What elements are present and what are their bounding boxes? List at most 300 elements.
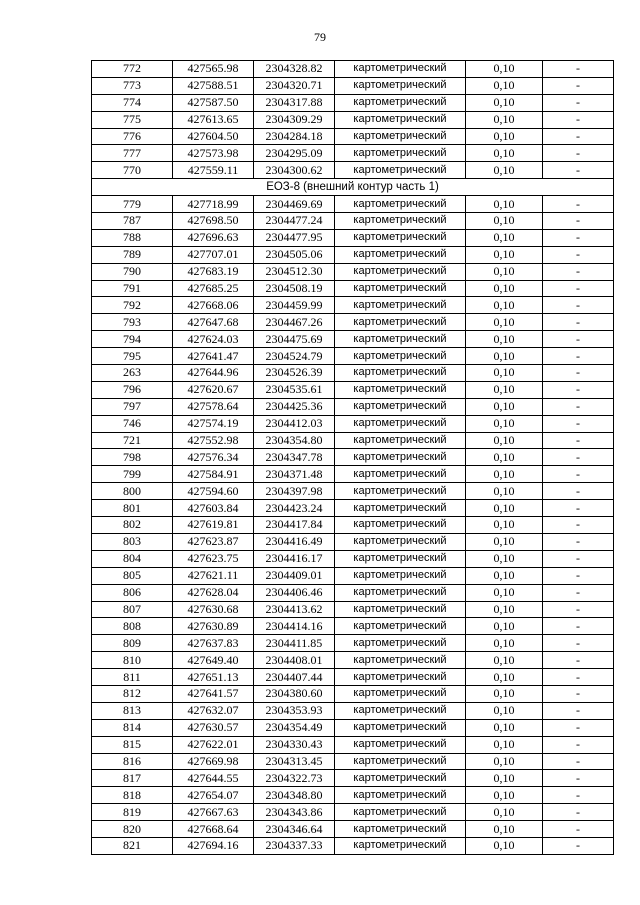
- table-row: [92, 162, 614, 179]
- table-section: [92, 179, 614, 196]
- description-cell: -: [543, 77, 614, 94]
- x-coordinate-cell: 427603.84: [173, 500, 254, 517]
- precision-cell: 0,10: [466, 584, 543, 601]
- description-cell: -: [543, 804, 614, 821]
- description-cell: -: [543, 432, 614, 449]
- description-cell: -: [543, 719, 614, 736]
- description-cell: -: [543, 550, 614, 567]
- table-row: [92, 736, 614, 753]
- precision-cell: 0,10: [466, 297, 543, 314]
- x-coordinate-cell: 427644.55: [173, 770, 254, 787]
- y-coordinate-cell: 2304343.86: [254, 804, 335, 821]
- y-coordinate-cell: 2304317.88: [254, 94, 335, 111]
- x-coordinate-cell: 427632.07: [173, 702, 254, 719]
- table-row: [92, 348, 614, 365]
- method-cell: картометрический: [335, 736, 466, 753]
- y-coordinate-cell: 2304414.16: [254, 618, 335, 635]
- description-cell: -: [543, 61, 614, 78]
- table-rows-before: [92, 61, 614, 179]
- x-coordinate-cell: 427619.81: [173, 517, 254, 534]
- point-number-cell: 797: [92, 398, 173, 415]
- page-number: 79: [314, 30, 326, 44]
- table-row: [92, 145, 614, 162]
- description-cell: -: [543, 652, 614, 669]
- table-row: [92, 652, 614, 669]
- y-coordinate-cell: 2304348.80: [254, 787, 335, 804]
- table-row: [92, 567, 614, 584]
- table-row: [92, 449, 614, 466]
- description-cell: -: [543, 196, 614, 213]
- x-coordinate-cell: 427630.68: [173, 601, 254, 618]
- method-cell: картометрический: [335, 145, 466, 162]
- method-cell: картометрический: [335, 787, 466, 804]
- x-coordinate-cell: 427623.75: [173, 550, 254, 567]
- point-number-cell: 801: [92, 500, 173, 517]
- point-number-cell: 776: [92, 128, 173, 145]
- method-cell: картометрический: [335, 331, 466, 348]
- x-coordinate-cell: 427559.11: [173, 162, 254, 179]
- precision-cell: 0,10: [466, 483, 543, 500]
- precision-cell: 0,10: [466, 517, 543, 534]
- table-row: [92, 787, 614, 804]
- table-row: [92, 263, 614, 280]
- y-coordinate-cell: 2304477.24: [254, 213, 335, 230]
- method-cell: картометрический: [335, 533, 466, 550]
- x-coordinate-cell: 427718.99: [173, 196, 254, 213]
- description-cell: -: [543, 584, 614, 601]
- method-cell: картометрический: [335, 635, 466, 652]
- method-cell: картометрический: [335, 449, 466, 466]
- point-number-cell: 790: [92, 263, 173, 280]
- precision-cell: 0,10: [466, 837, 543, 854]
- y-coordinate-cell: 2304354.80: [254, 432, 335, 449]
- table-row: [92, 500, 614, 517]
- table-row: [92, 804, 614, 821]
- point-number-cell: 806: [92, 584, 173, 601]
- point-number-cell: 819: [92, 804, 173, 821]
- y-coordinate-cell: 2304467.26: [254, 314, 335, 331]
- method-cell: картометрический: [335, 229, 466, 246]
- y-coordinate-cell: 2304406.46: [254, 584, 335, 601]
- point-number-cell: 798: [92, 449, 173, 466]
- x-coordinate-cell: 427552.98: [173, 432, 254, 449]
- precision-cell: 0,10: [466, 61, 543, 78]
- precision-cell: 0,10: [466, 652, 543, 669]
- precision-cell: 0,10: [466, 669, 543, 686]
- point-number-cell: 772: [92, 61, 173, 78]
- description-cell: -: [543, 348, 614, 365]
- table-row: [92, 821, 614, 838]
- y-coordinate-cell: 2304284.18: [254, 128, 335, 145]
- y-coordinate-cell: 2304416.17: [254, 550, 335, 567]
- section-title: ЕОЗ-8 (внешний контур часть 1): [92, 179, 614, 196]
- precision-cell: 0,10: [466, 365, 543, 382]
- table-rows-after: [92, 196, 614, 855]
- table-row: [92, 635, 614, 652]
- description-cell: -: [543, 685, 614, 702]
- description-cell: -: [543, 314, 614, 331]
- method-cell: картометрический: [335, 837, 466, 854]
- y-coordinate-cell: 2304524.79: [254, 348, 335, 365]
- method-cell: картометрический: [335, 618, 466, 635]
- point-number-cell: 813: [92, 702, 173, 719]
- point-number-cell: 770: [92, 162, 173, 179]
- method-cell: картометрический: [335, 550, 466, 567]
- x-coordinate-cell: 427669.98: [173, 753, 254, 770]
- method-cell: картометрический: [335, 483, 466, 500]
- table-row: [92, 94, 614, 111]
- table-row: [92, 314, 614, 331]
- precision-cell: 0,10: [466, 533, 543, 550]
- point-number-cell: 802: [92, 517, 173, 534]
- point-number-cell: 809: [92, 635, 173, 652]
- table-row: [92, 483, 614, 500]
- description-cell: -: [543, 669, 614, 686]
- x-coordinate-cell: 427667.63: [173, 804, 254, 821]
- precision-cell: 0,10: [466, 213, 543, 230]
- description-cell: -: [543, 567, 614, 584]
- description-cell: -: [543, 145, 614, 162]
- x-coordinate-cell: 427630.57: [173, 719, 254, 736]
- precision-cell: 0,10: [466, 314, 543, 331]
- table-row: [92, 331, 614, 348]
- description-cell: -: [543, 415, 614, 432]
- y-coordinate-cell: 2304459.99: [254, 297, 335, 314]
- precision-cell: 0,10: [466, 618, 543, 635]
- method-cell: картометрический: [335, 685, 466, 702]
- description-cell: -: [543, 280, 614, 297]
- point-number-cell: 789: [92, 246, 173, 263]
- point-number-cell: 812: [92, 685, 173, 702]
- precision-cell: 0,10: [466, 821, 543, 838]
- y-coordinate-cell: 2304408.01: [254, 652, 335, 669]
- x-coordinate-cell: 427565.98: [173, 61, 254, 78]
- x-coordinate-cell: 427574.19: [173, 415, 254, 432]
- y-coordinate-cell: 2304526.39: [254, 365, 335, 382]
- point-number-cell: 814: [92, 719, 173, 736]
- x-coordinate-cell: 427604.50: [173, 128, 254, 145]
- method-cell: картометрический: [335, 77, 466, 94]
- method-cell: картометрический: [335, 584, 466, 601]
- description-cell: -: [543, 213, 614, 230]
- precision-cell: 0,10: [466, 128, 543, 145]
- point-number-cell: 821: [92, 837, 173, 854]
- x-coordinate-cell: 427644.96: [173, 365, 254, 382]
- method-cell: картометрический: [335, 415, 466, 432]
- precision-cell: 0,10: [466, 449, 543, 466]
- description-cell: -: [543, 517, 614, 534]
- section-row: [92, 179, 614, 196]
- method-cell: картометрический: [335, 770, 466, 787]
- precision-cell: 0,10: [466, 736, 543, 753]
- x-coordinate-cell: 427613.65: [173, 111, 254, 128]
- table-row: [92, 584, 614, 601]
- y-coordinate-cell: 2304322.73: [254, 770, 335, 787]
- table-row: [92, 533, 614, 550]
- precision-cell: 0,10: [466, 263, 543, 280]
- y-coordinate-cell: 2304309.29: [254, 111, 335, 128]
- table-row: [92, 365, 614, 382]
- point-number-cell: 816: [92, 753, 173, 770]
- description-cell: -: [543, 770, 614, 787]
- table-row: [92, 246, 614, 263]
- x-coordinate-cell: 427588.51: [173, 77, 254, 94]
- method-cell: картометрический: [335, 804, 466, 821]
- point-number-cell: 805: [92, 567, 173, 584]
- description-cell: -: [543, 753, 614, 770]
- precision-cell: 0,10: [466, 719, 543, 736]
- table-row: [92, 280, 614, 297]
- method-cell: картометрический: [335, 669, 466, 686]
- x-coordinate-cell: 427620.67: [173, 381, 254, 398]
- y-coordinate-cell: 2304295.09: [254, 145, 335, 162]
- x-coordinate-cell: 427573.98: [173, 145, 254, 162]
- description-cell: -: [543, 398, 614, 415]
- x-coordinate-cell: 427647.68: [173, 314, 254, 331]
- precision-cell: 0,10: [466, 702, 543, 719]
- method-cell: картометрический: [335, 601, 466, 618]
- method-cell: картометрический: [335, 381, 466, 398]
- method-cell: картометрический: [335, 263, 466, 280]
- description-cell: -: [543, 229, 614, 246]
- table-row: [92, 196, 614, 213]
- table-row: [92, 601, 614, 618]
- description-cell: -: [543, 500, 614, 517]
- method-cell: картометрический: [335, 213, 466, 230]
- method-cell: картометрический: [335, 348, 466, 365]
- y-coordinate-cell: 2304475.69: [254, 331, 335, 348]
- precision-cell: 0,10: [466, 229, 543, 246]
- point-number-cell: 804: [92, 550, 173, 567]
- x-coordinate-cell: 427623.87: [173, 533, 254, 550]
- point-number-cell: 803: [92, 533, 173, 550]
- y-coordinate-cell: 2304371.48: [254, 466, 335, 483]
- method-cell: картометрический: [335, 280, 466, 297]
- x-coordinate-cell: 427624.03: [173, 331, 254, 348]
- precision-cell: 0,10: [466, 753, 543, 770]
- description-cell: -: [543, 483, 614, 500]
- point-number-cell: 796: [92, 381, 173, 398]
- precision-cell: 0,10: [466, 804, 543, 821]
- description-cell: -: [543, 837, 614, 854]
- description-cell: -: [543, 618, 614, 635]
- table-row: [92, 61, 614, 78]
- point-number-cell: 820: [92, 821, 173, 838]
- x-coordinate-cell: 427685.25: [173, 280, 254, 297]
- table-row: [92, 685, 614, 702]
- description-cell: -: [543, 246, 614, 263]
- method-cell: картометрический: [335, 162, 466, 179]
- x-coordinate-cell: 427628.04: [173, 584, 254, 601]
- precision-cell: 0,10: [466, 432, 543, 449]
- x-coordinate-cell: 427641.57: [173, 685, 254, 702]
- method-cell: картометрический: [335, 821, 466, 838]
- precision-cell: 0,10: [466, 685, 543, 702]
- y-coordinate-cell: 2304354.49: [254, 719, 335, 736]
- precision-cell: 0,10: [466, 246, 543, 263]
- description-cell: -: [543, 263, 614, 280]
- description-cell: -: [543, 449, 614, 466]
- y-coordinate-cell: 2304300.62: [254, 162, 335, 179]
- point-number-cell: 818: [92, 787, 173, 804]
- point-number-cell: 779: [92, 196, 173, 213]
- method-cell: картометрический: [335, 94, 466, 111]
- table-row: [92, 381, 614, 398]
- method-cell: картометрический: [335, 702, 466, 719]
- point-number-cell: 791: [92, 280, 173, 297]
- precision-cell: 0,10: [466, 415, 543, 432]
- table-row: [92, 229, 614, 246]
- precision-cell: 0,10: [466, 770, 543, 787]
- y-coordinate-cell: 2304328.82: [254, 61, 335, 78]
- description-cell: -: [543, 128, 614, 145]
- y-coordinate-cell: 2304347.78: [254, 449, 335, 466]
- point-number-cell: 807: [92, 601, 173, 618]
- y-coordinate-cell: 2304409.01: [254, 567, 335, 584]
- method-cell: картометрический: [335, 246, 466, 263]
- x-coordinate-cell: 427622.01: [173, 736, 254, 753]
- x-coordinate-cell: 427578.64: [173, 398, 254, 415]
- point-number-cell: 787: [92, 213, 173, 230]
- x-coordinate-cell: 427698.50: [173, 213, 254, 230]
- point-number-cell: 775: [92, 111, 173, 128]
- x-coordinate-cell: 427621.11: [173, 567, 254, 584]
- description-cell: -: [543, 94, 614, 111]
- precision-cell: 0,10: [466, 635, 543, 652]
- y-coordinate-cell: 2304330.43: [254, 736, 335, 753]
- method-cell: картометрический: [335, 466, 466, 483]
- table-row: [92, 415, 614, 432]
- method-cell: картометрический: [335, 432, 466, 449]
- method-cell: картометрический: [335, 128, 466, 145]
- precision-cell: 0,10: [466, 381, 543, 398]
- method-cell: картометрический: [335, 365, 466, 382]
- description-cell: -: [543, 111, 614, 128]
- point-number-cell: 815: [92, 736, 173, 753]
- table-row: [92, 719, 614, 736]
- y-coordinate-cell: 2304512.30: [254, 263, 335, 280]
- y-coordinate-cell: 2304535.61: [254, 381, 335, 398]
- y-coordinate-cell: 2304423.24: [254, 500, 335, 517]
- table-row: [92, 398, 614, 415]
- x-coordinate-cell: 427594.60: [173, 483, 254, 500]
- description-cell: -: [543, 365, 614, 382]
- table-row: [92, 297, 614, 314]
- precision-cell: 0,10: [466, 94, 543, 111]
- method-cell: картометрический: [335, 111, 466, 128]
- table-row: [92, 837, 614, 854]
- y-coordinate-cell: 2304353.93: [254, 702, 335, 719]
- x-coordinate-cell: 427668.06: [173, 297, 254, 314]
- point-number-cell: 817: [92, 770, 173, 787]
- y-coordinate-cell: 2304505.06: [254, 246, 335, 263]
- description-cell: -: [543, 331, 614, 348]
- table-row: [92, 702, 614, 719]
- table-row: [92, 432, 614, 449]
- point-number-cell: 788: [92, 229, 173, 246]
- point-number-cell: 799: [92, 466, 173, 483]
- precision-cell: 0,10: [466, 280, 543, 297]
- point-number-cell: 794: [92, 331, 173, 348]
- x-coordinate-cell: 427683.19: [173, 263, 254, 280]
- x-coordinate-cell: 427587.50: [173, 94, 254, 111]
- method-cell: картометрический: [335, 61, 466, 78]
- description-cell: -: [543, 533, 614, 550]
- precision-cell: 0,10: [466, 550, 543, 567]
- method-cell: картометрический: [335, 517, 466, 534]
- y-coordinate-cell: 2304313.45: [254, 753, 335, 770]
- point-number-cell: 795: [92, 348, 173, 365]
- precision-cell: 0,10: [466, 787, 543, 804]
- method-cell: картометрический: [335, 297, 466, 314]
- precision-cell: 0,10: [466, 567, 543, 584]
- description-cell: -: [543, 466, 614, 483]
- x-coordinate-cell: 427641.47: [173, 348, 254, 365]
- method-cell: картометрический: [335, 196, 466, 213]
- coordinates-table: [91, 60, 614, 855]
- precision-cell: 0,10: [466, 162, 543, 179]
- table-row: [92, 77, 614, 94]
- description-cell: -: [543, 787, 614, 804]
- point-number-cell: 792: [92, 297, 173, 314]
- point-number-cell: 811: [92, 669, 173, 686]
- method-cell: картометрический: [335, 753, 466, 770]
- y-coordinate-cell: 2304397.98: [254, 483, 335, 500]
- point-number-cell: 810: [92, 652, 173, 669]
- y-coordinate-cell: 2304407.44: [254, 669, 335, 686]
- point-number-cell: 774: [92, 94, 173, 111]
- point-number-cell: 808: [92, 618, 173, 635]
- table-row: [92, 111, 614, 128]
- method-cell: картометрический: [335, 398, 466, 415]
- description-cell: -: [543, 601, 614, 618]
- precision-cell: 0,10: [466, 77, 543, 94]
- y-coordinate-cell: 2304477.95: [254, 229, 335, 246]
- method-cell: картометрический: [335, 500, 466, 517]
- x-coordinate-cell: 427630.89: [173, 618, 254, 635]
- y-coordinate-cell: 2304412.03: [254, 415, 335, 432]
- y-coordinate-cell: 2304380.60: [254, 685, 335, 702]
- point-number-cell: 746: [92, 415, 173, 432]
- method-cell: картометрический: [335, 314, 466, 331]
- y-coordinate-cell: 2304411.85: [254, 635, 335, 652]
- description-cell: -: [543, 702, 614, 719]
- x-coordinate-cell: 427654.07: [173, 787, 254, 804]
- y-coordinate-cell: 2304346.64: [254, 821, 335, 838]
- table-row: [92, 618, 614, 635]
- precision-cell: 0,10: [466, 331, 543, 348]
- y-coordinate-cell: 2304416.49: [254, 533, 335, 550]
- precision-cell: 0,10: [466, 466, 543, 483]
- y-coordinate-cell: 2304469.69: [254, 196, 335, 213]
- point-number-cell: 773: [92, 77, 173, 94]
- precision-cell: 0,10: [466, 601, 543, 618]
- x-coordinate-cell: 427696.63: [173, 229, 254, 246]
- table-row: [92, 753, 614, 770]
- precision-cell: 0,10: [466, 145, 543, 162]
- y-coordinate-cell: 2304425.36: [254, 398, 335, 415]
- point-number-cell: 793: [92, 314, 173, 331]
- method-cell: картометрический: [335, 719, 466, 736]
- y-coordinate-cell: 2304413.62: [254, 601, 335, 618]
- precision-cell: 0,10: [466, 398, 543, 415]
- y-coordinate-cell: 2304337.33: [254, 837, 335, 854]
- x-coordinate-cell: 427668.64: [173, 821, 254, 838]
- x-coordinate-cell: 427694.16: [173, 837, 254, 854]
- point-number-cell: 721: [92, 432, 173, 449]
- description-cell: -: [543, 381, 614, 398]
- method-cell: картометрический: [335, 652, 466, 669]
